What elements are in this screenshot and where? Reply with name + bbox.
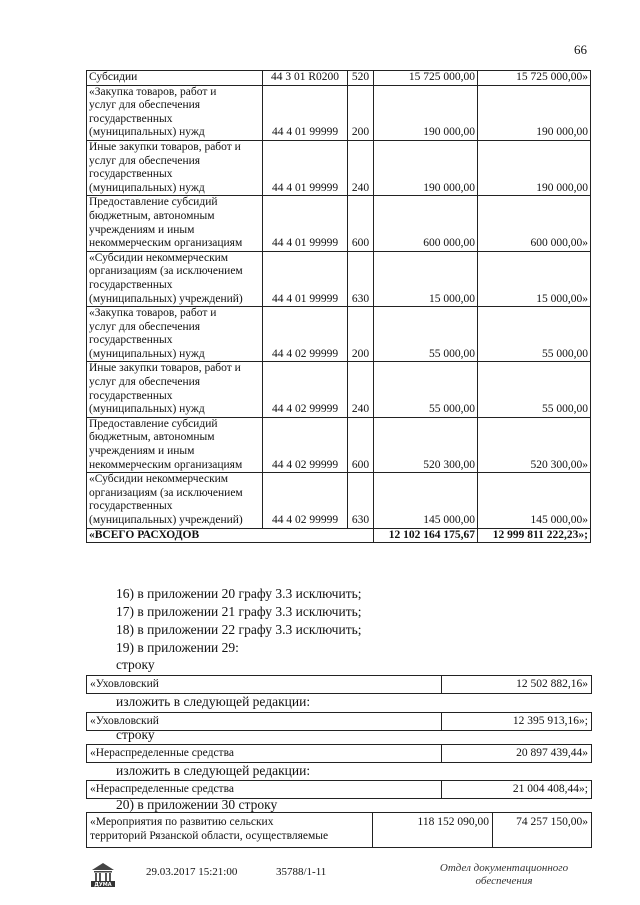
footer-doc-number: 35788/1-11 <box>276 866 327 878</box>
logo-text: ДУМА <box>94 882 112 888</box>
total-label: «ВСЕГО РАСХОДОВ <box>87 528 374 543</box>
cell-sum1: 190 000,00 <box>374 85 478 140</box>
table-row <box>87 473 591 528</box>
cell-sum1: 520 300,00 <box>374 417 478 472</box>
table-row <box>87 362 591 417</box>
meropriyatiya-name: «Мероприятия по развитию сельских территорий Рязанской области, осуществляемые <box>87 813 373 847</box>
meropriyatiya-row <box>86 812 592 848</box>
cell-kvr: 240 <box>348 140 374 195</box>
paragraph-20: 20) в приложении 30 строку <box>116 797 278 812</box>
cell-code: 44 4 02 99999 <box>263 362 348 417</box>
table-row <box>87 196 591 251</box>
cell-kvr: 600 <box>348 417 374 472</box>
cell-name: Субсидии <box>87 71 263 86</box>
total-sum-1: 12 102 164 175,67 <box>374 528 478 543</box>
cell-sum1: 55 000,00 <box>374 307 478 362</box>
row-box-value: 12 502 882,16» <box>516 678 588 690</box>
cell-name: Предоставление субсидий бюджетным, автономным учреждениям и иным некоммерческим организациям <box>87 417 263 472</box>
cell-kvr: 200 <box>348 85 374 140</box>
cell-kvr: 600 <box>348 196 374 251</box>
row-box-value: 20 897 439,44» <box>516 747 588 759</box>
table-row <box>87 140 591 195</box>
row-box-old <box>86 675 592 694</box>
cell-sum2: 15 725 000,00» <box>478 71 591 86</box>
cell-sum1: 55 000,00 <box>374 362 478 417</box>
table-row <box>87 417 591 472</box>
izlozhit-label: изложить в следующей редакции: <box>116 763 311 778</box>
footer-office: Отдел документационного обеспечения <box>439 862 569 887</box>
stroku-label: строку <box>116 657 155 672</box>
cell-code: 44 4 01 99999 <box>263 196 348 251</box>
table-row <box>87 251 591 306</box>
cell-kvr: 240 <box>348 362 374 417</box>
cell-sum1: 15 000,00 <box>374 251 478 306</box>
cell-code: 44 4 02 99999 <box>263 473 348 528</box>
cell-code: 44 4 01 99999 <box>263 140 348 195</box>
cell-code: 44 4 01 99999 <box>263 251 348 306</box>
footer <box>0 860 640 905</box>
cell-name: «Закупка товаров, работ и услуг для обеспечения государственных (муниципальных) нужд <box>87 85 263 140</box>
paragraph-16: 16) в приложении 20 графу 3.3 исключить; <box>116 586 362 601</box>
cell-sum2: 520 300,00» <box>478 417 591 472</box>
stroku-label: строку <box>116 727 155 742</box>
cell-name: «Субсидии некоммерческим организациям (за исключением государственных (муниципальных) учреждений) <box>87 473 263 528</box>
table-row <box>87 71 591 86</box>
cell-kvr: 520 <box>348 71 374 86</box>
row-box-name: «Нераспределенные средства <box>87 745 442 762</box>
cell-sum1: 15 725 000,00 <box>374 71 478 86</box>
table-row <box>87 85 591 140</box>
budget-table <box>86 70 591 543</box>
cell-sum2: 55 000,00 <box>478 307 591 362</box>
cell-code: 44 4 02 99999 <box>263 307 348 362</box>
cell-sum2: 55 000,00 <box>478 362 591 417</box>
cell-sum2: 600 000,00» <box>478 196 591 251</box>
paragraph-17: 17) в приложении 21 графу 3.3 исключить; <box>116 604 362 619</box>
duma-logo <box>88 862 118 893</box>
cell-name: Предоставление субсидий бюджетным, автономным учреждениям и иным некоммерческим организациям <box>87 196 263 251</box>
cell-name: «Субсидии некоммерческим организациям (за исключением государственных (муниципальных) учреждений) <box>87 251 263 306</box>
row-box-name: «Уховловский <box>87 676 442 693</box>
cell-sum1: 145 000,00 <box>374 473 478 528</box>
cell-code: 44 3 01 R0200 <box>263 71 348 86</box>
cell-kvr: 630 <box>348 473 374 528</box>
cell-sum2: 15 000,00» <box>478 251 591 306</box>
duma-building-icon <box>88 862 118 888</box>
cell-name: Иные закупки товаров, работ и услуг для обеспечения государственных (муниципальных) нужд <box>87 362 263 417</box>
paragraph-19: 19) в приложении 29: <box>116 640 239 655</box>
row-box-new <box>86 712 592 731</box>
paragraph-18: 18) в приложении 22 графу 3.3 исключить; <box>116 622 362 637</box>
cell-name: Иные закупки товаров, работ и услуг для обеспечения государственных (муниципальных) нужд <box>87 140 263 195</box>
cell-sum1: 600 000,00 <box>374 196 478 251</box>
footer-date: 29.03.2017 15:21:00 <box>146 866 238 878</box>
izlozhit-label: изложить в следующей редакции: <box>116 694 311 709</box>
cell-sum1: 190 000,00 <box>374 140 478 195</box>
row-box-name: «Нераспределенные средства <box>87 781 442 798</box>
row-box-value: 12 395 913,16»; <box>512 715 588 727</box>
cell-kvr: 630 <box>348 251 374 306</box>
cell-kvr: 200 <box>348 307 374 362</box>
total-row <box>87 528 591 543</box>
cell-sum2: 145 000,00» <box>478 473 591 528</box>
total-sum-2: 12 999 811 222,23»; <box>478 528 591 543</box>
row-box-old <box>86 744 592 763</box>
cell-code: 44 4 02 99999 <box>263 417 348 472</box>
meropriyatiya-value-2: 74 257 150,00» <box>516 816 588 828</box>
table-row <box>87 307 591 362</box>
page-number: 66 <box>574 42 587 57</box>
row-box-name: «Уховловский <box>87 713 442 730</box>
cell-code: 44 4 01 99999 <box>263 85 348 140</box>
cell-name: «Закупка товаров, работ и услуг для обеспечения государственных (муниципальных) нужд <box>87 307 263 362</box>
row-box-value: 21 004 408,44»; <box>512 783 588 795</box>
meropriyatiya-value-1: 118 152 090,00 <box>373 813 493 847</box>
cell-sum2: 190 000,00 <box>478 85 591 140</box>
cell-sum2: 190 000,00 <box>478 140 591 195</box>
